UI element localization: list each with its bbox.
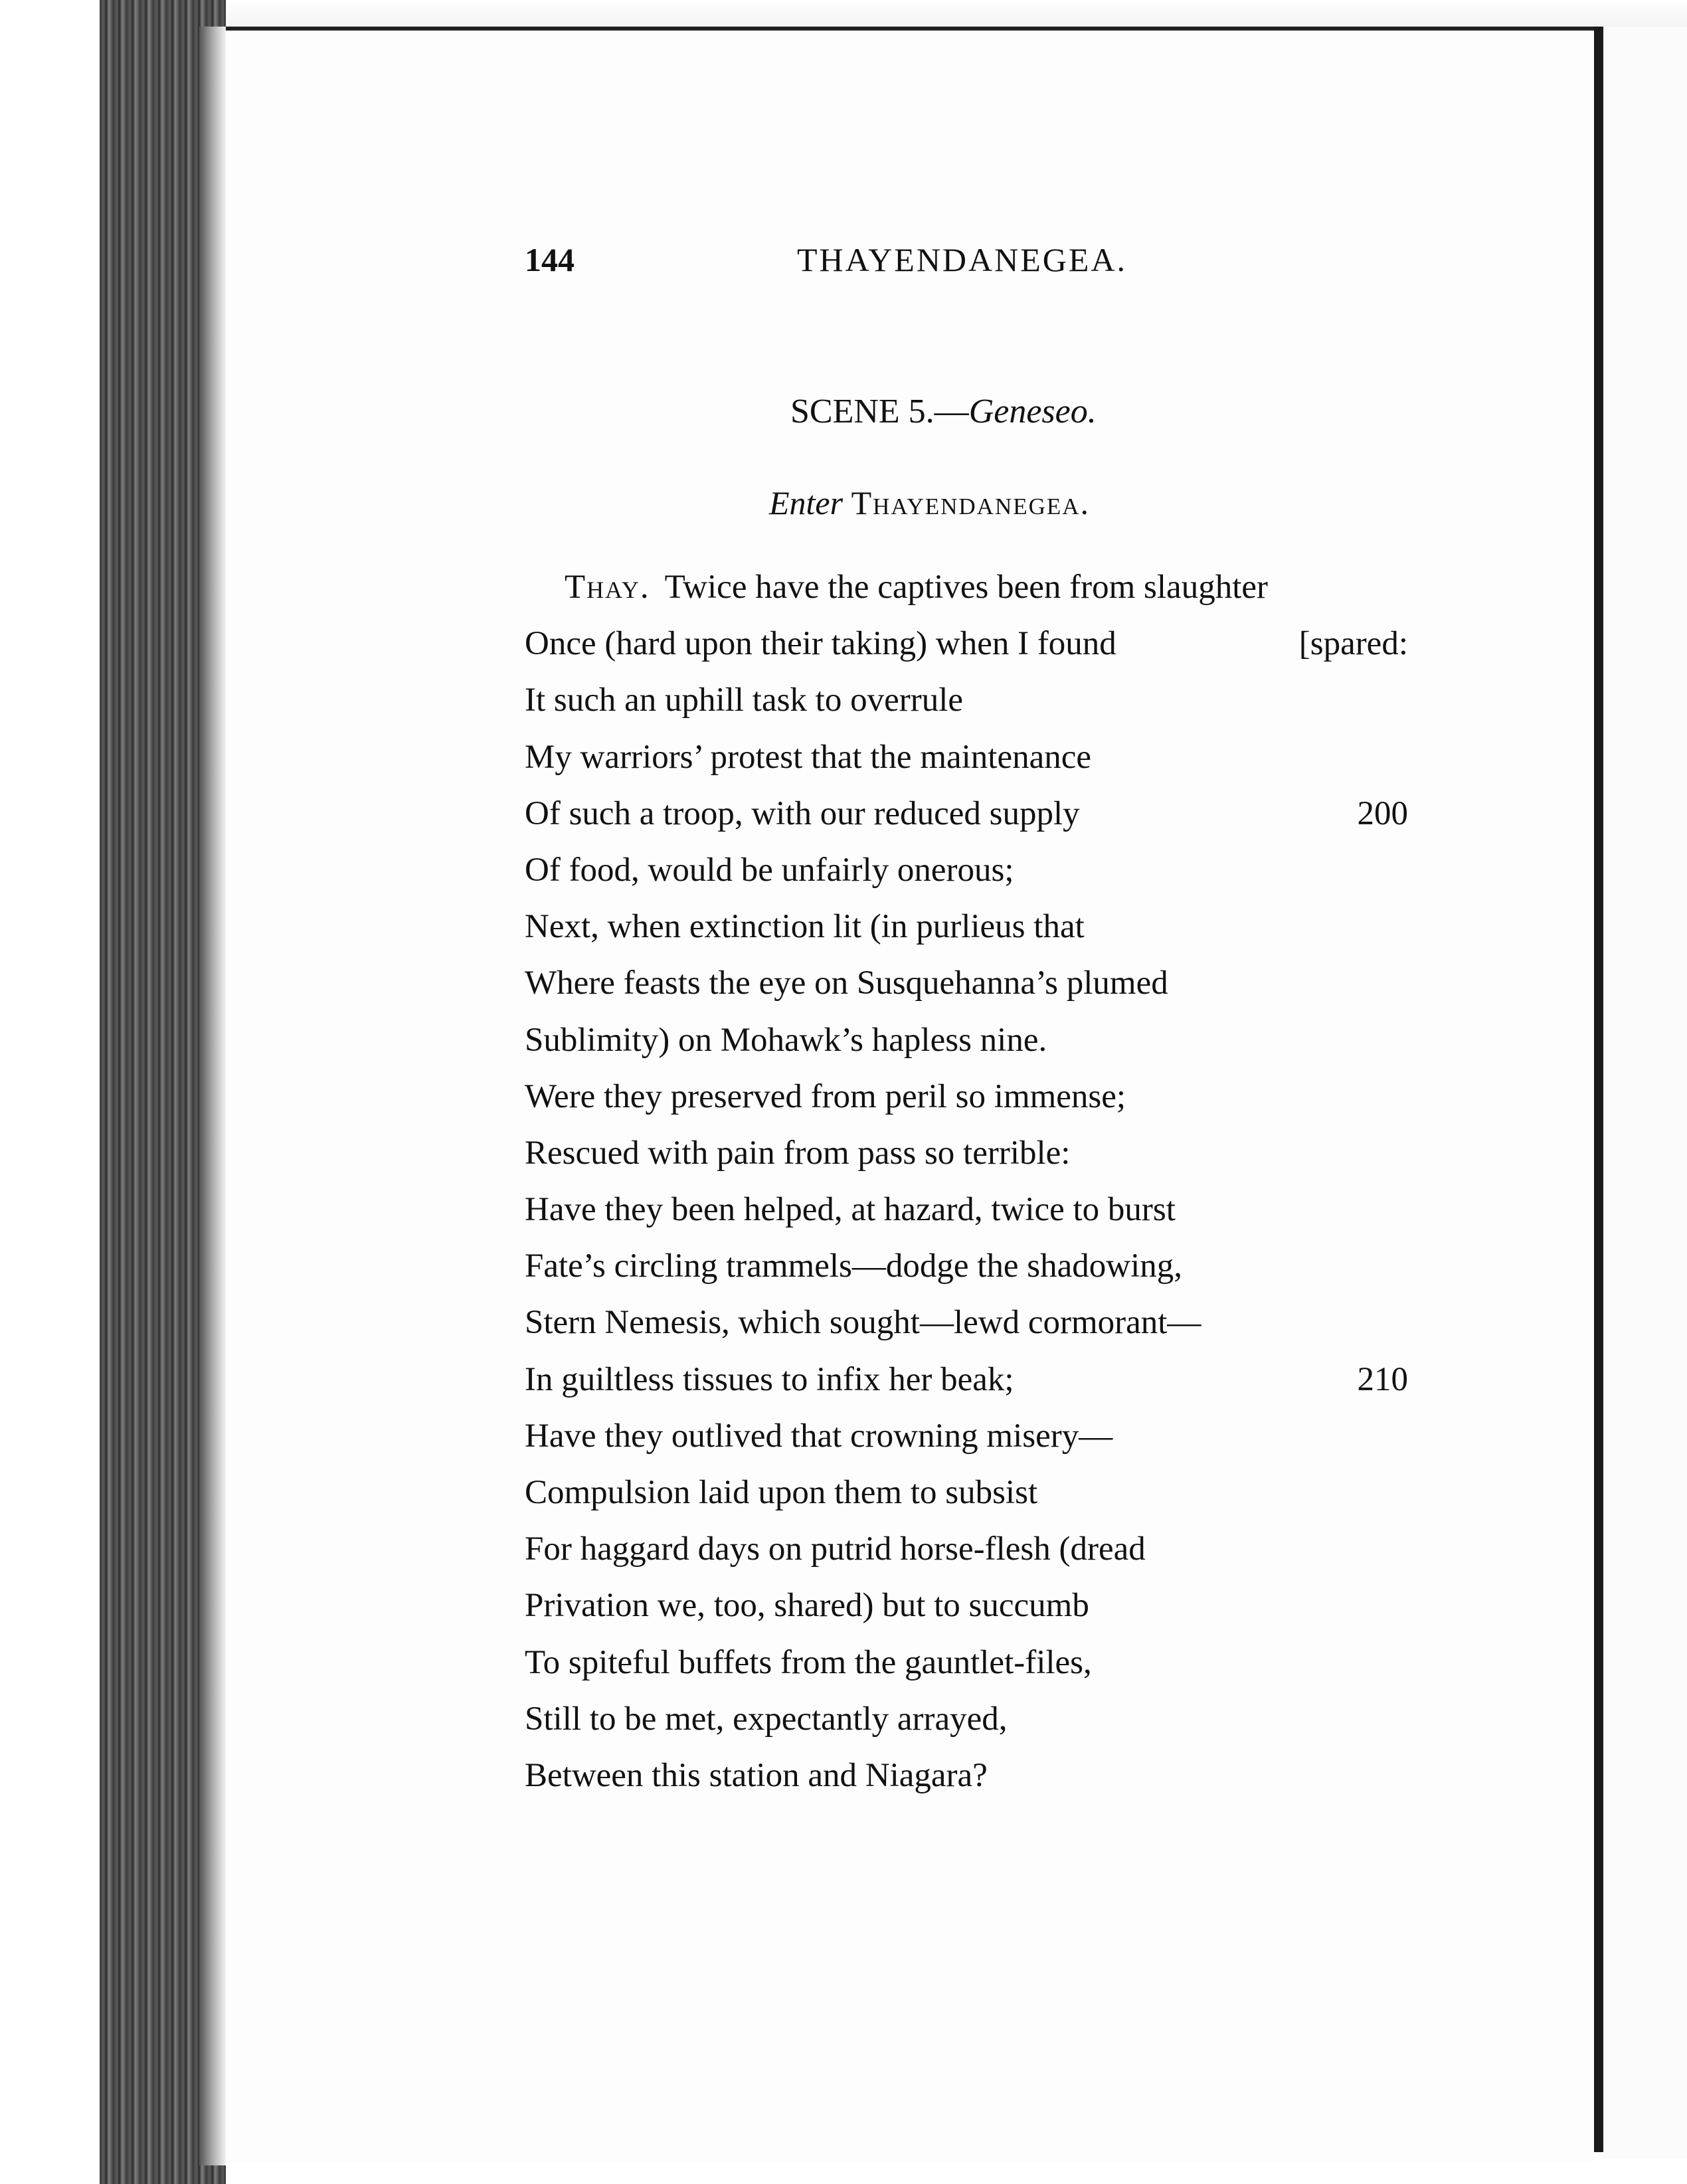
gutter-shadow — [199, 27, 226, 2165]
verse-line-text: Compulsion laid upon them to subsist — [525, 1474, 1038, 1511]
stage-direction — [769, 484, 1090, 522]
verse-line — [525, 1465, 1408, 1521]
verse-line — [525, 786, 1408, 842]
verse-line-text: For haggard days on putrid horse-flesh (dread — [525, 1530, 1146, 1568]
scene-heading — [790, 392, 1097, 431]
verse-line — [525, 1408, 1408, 1465]
verse-line — [525, 1635, 1408, 1691]
verse-line — [525, 1125, 1408, 1182]
verse-line-text: Of such a troop, with our reduced supply — [525, 794, 1080, 832]
page-number: 144 — [525, 241, 575, 278]
verse-line-text: It such an uphill task to overrule — [525, 682, 964, 719]
verse-line — [525, 729, 1408, 786]
verse-line — [525, 1691, 1408, 1748]
verse-line-text: Were they preserved from peril so immense; — [525, 1077, 1126, 1115]
verse-line — [525, 1748, 1408, 1804]
facing-page — [1603, 27, 1687, 2159]
scene-place: Geneseo. — [968, 393, 1097, 430]
verse-line-text: Between this station and Niagara? — [525, 1756, 988, 1794]
verse-line — [525, 1578, 1408, 1634]
verse-line-text: Where feasts the eye on Susquehanna’s plumed — [525, 964, 1168, 1002]
running-head — [525, 240, 1408, 287]
verse-line — [525, 1352, 1408, 1408]
turnover-word: [spared: — [1298, 625, 1408, 663]
verse-line-text: Have they been helped, at hazard, twice to burst — [525, 1191, 1176, 1229]
verse-line-text: In guiltless tissues to infix her beak; — [525, 1360, 1014, 1398]
verse-line — [525, 899, 1408, 955]
scene-label: SCENE 5.— — [790, 393, 969, 430]
running-title: THAYENDANEGEA. — [797, 241, 1128, 278]
verse-line — [525, 1238, 1408, 1295]
stage-direction-enter: Enter — [769, 484, 843, 521]
page-top-margin — [199, 0, 1687, 27]
verse-line-text: Of food, would be unfairly onerous; — [525, 851, 1014, 889]
line-number: 210 — [1357, 1360, 1408, 1398]
verse-line — [525, 672, 1408, 729]
verse-line-text: Stern Nemesis, which sought—lewd cormorant— — [525, 1304, 1201, 1342]
verse-line-text: Twice have the captives been from slaughter — [664, 569, 1268, 606]
verse-line — [525, 1069, 1408, 1125]
verse-line — [525, 616, 1408, 672]
verse-line — [525, 1012, 1408, 1069]
verse-line-text: Have they outlived that crowning misery— — [525, 1417, 1113, 1455]
verse-line — [525, 1182, 1408, 1238]
facing-page-edge — [1594, 27, 1603, 2152]
verse-line-text: Rescued with pain from pass so terrible: — [525, 1134, 1071, 1172]
verse-line — [525, 955, 1408, 1012]
verse-line — [525, 1521, 1408, 1578]
verse-line-text: Fate’s circling trammels—dodge the shadowing, — [525, 1247, 1183, 1285]
line-number: 200 — [1357, 794, 1408, 832]
verse-line-text: Still to be met, expectantly arrayed, — [525, 1700, 1008, 1738]
verse-line-text: Privation we, too, shared) but to succumb — [525, 1587, 1089, 1625]
verse-line-text: My warriors’ protest that the maintenance — [525, 738, 1092, 776]
verse-block — [525, 559, 1408, 1804]
verse-line-text: Next, when extinction lit (in purlieus that — [525, 908, 1085, 946]
verse-line — [525, 842, 1408, 899]
verse-line — [525, 1295, 1408, 1351]
verse-line — [525, 559, 1408, 616]
verse-line-text: Once (hard upon their taking) when I found — [525, 625, 1116, 663]
verse-line-text: Sublimity) on Mohawk’s hapless nine. — [525, 1021, 1047, 1059]
stage-direction-character: Thayendanegea. — [851, 484, 1091, 521]
verse-line-text: To spiteful buffets from the gauntlet-files, — [525, 1643, 1092, 1681]
speaker-name: Thay. — [565, 569, 650, 606]
